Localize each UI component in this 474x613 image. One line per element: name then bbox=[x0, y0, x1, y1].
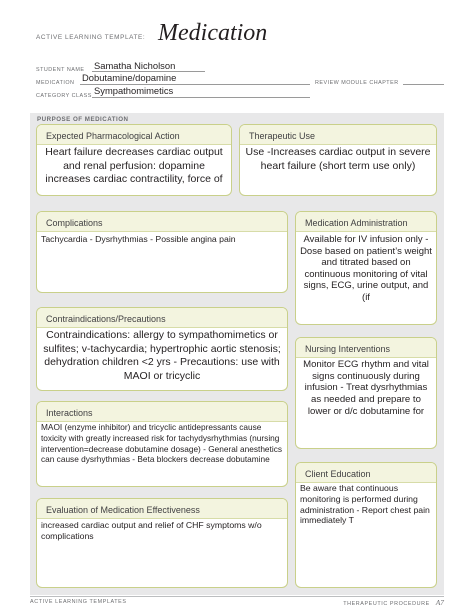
client-education-card bbox=[295, 462, 437, 588]
contraindications-card bbox=[36, 307, 288, 391]
expected-action-card bbox=[36, 124, 232, 196]
contraindications-body[interactable]: Contraindications: allergy to sympathomimetics or sulfites; v-tachycardia; hypertrophic aortic stenosis; dehydration children <2 yrs - Precautions: use with MAOI or tricyclic bbox=[43, 329, 284, 382]
category-class-underline bbox=[92, 97, 310, 98]
therapeutic-use-body[interactable]: Use -Increases cardiac output in severe heart failure (short term use only) bbox=[245, 146, 434, 172]
interactions-body[interactable]: MAOI (enzyme inhibitor) and tricyclic antidepressants cause toxicity with greatly increased risk for tachydysrhythmias (nursing intervention=decrease dobutamine dosage) - General anesthetics can cause dysrhythmias - Beta blockers decrease dobutamine bbox=[41, 422, 285, 465]
medication-label: MEDICATION bbox=[36, 80, 75, 86]
review-module-underline bbox=[403, 84, 444, 85]
student-name-value[interactable]: Samatha Nicholson bbox=[94, 60, 176, 71]
evaluation-card bbox=[36, 498, 288, 588]
expected-action-body[interactable]: Heart failure decreases cardiac output and renal perfusion: dopamine increases cardiac contractility, force of bbox=[45, 146, 226, 185]
complications-card bbox=[36, 211, 288, 293]
medication-administration-card bbox=[295, 211, 437, 325]
contraindications-title: Contraindications/Precautions bbox=[37, 308, 287, 328]
footer-right bbox=[343, 598, 444, 607]
purpose-label: PURPOSE OF MEDICATION bbox=[37, 116, 129, 123]
template-title: Medication bbox=[158, 20, 268, 46]
client-education-body[interactable]: Be aware that continuous monitoring is performed during administration - Report chest pain immediately T bbox=[300, 483, 433, 526]
footer-divider bbox=[30, 596, 444, 597]
evaluation-body[interactable]: increased cardiac output and relief of CHF symptoms w/o complications bbox=[41, 520, 265, 541]
footer-left: ACTIVE LEARNING TEMPLATES bbox=[30, 599, 127, 605]
client-education-title: Client Education bbox=[296, 463, 436, 483]
template-label: ACTIVE LEARNING TEMPLATE: bbox=[36, 34, 146, 41]
nursing-interventions-title: Nursing Interventions bbox=[296, 338, 436, 358]
nursing-interventions-card bbox=[295, 337, 437, 449]
category-class-label: CATEGORY CLASS bbox=[36, 93, 92, 99]
therapeutic-use-card bbox=[239, 124, 437, 196]
footer-procedure: THERAPEUTIC PROCEDURE bbox=[343, 601, 430, 607]
interactions-title: Interactions bbox=[37, 402, 287, 422]
student-name-label: STUDENT NAME bbox=[36, 67, 85, 73]
review-module-label: REVIEW MODULE CHAPTER bbox=[315, 80, 399, 86]
medication-administration-title: Medication Administration bbox=[296, 212, 436, 232]
medication-value[interactable]: Dobutamine/dopamine bbox=[82, 72, 177, 83]
expected-action-title: Expected Pharmacological Action bbox=[37, 125, 231, 145]
category-class-value[interactable]: Sympathomimetics bbox=[94, 85, 174, 96]
footer-page-number: A7 bbox=[435, 598, 444, 607]
evaluation-title: Evaluation of Medication Effectiveness bbox=[37, 499, 287, 519]
nursing-interventions-body[interactable]: Monitor ECG rhythm and vital signs continuously during infusion - Treat dysrhythmias as needed and prepare to lower or d/c dobutamine for bbox=[303, 359, 432, 417]
therapeutic-use-title: Therapeutic Use bbox=[240, 125, 436, 145]
complications-title: Complications bbox=[37, 212, 287, 232]
interactions-card bbox=[36, 401, 288, 487]
complications-body[interactable]: Tachycardia - Dysrhythmias - Possible angina pain bbox=[41, 234, 236, 244]
medication-administration-body[interactable]: Available for IV infusion only - Dose based on patient’s weight and titrated based on continuous monitoring of vital signs, ECG, urine output, and (if bbox=[300, 234, 435, 303]
